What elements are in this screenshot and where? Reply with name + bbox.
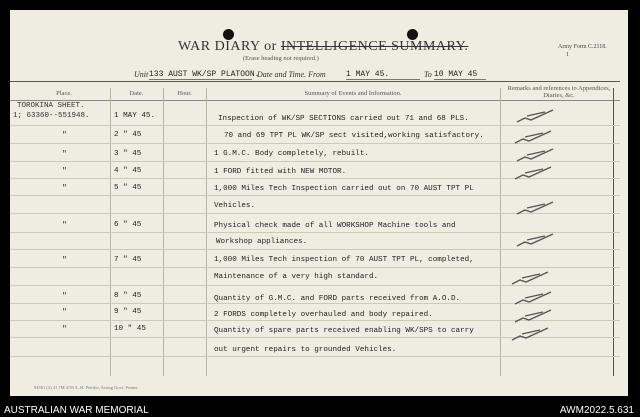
page-title [178, 39, 468, 55]
check-mark-icon [510, 326, 550, 344]
col-header-date: Date. [129, 90, 144, 97]
place-cell: " [62, 256, 67, 265]
check-mark-icon [513, 165, 553, 183]
summary-cell: Quantity of spare parts received enabling WK/SPS to carry [214, 327, 474, 335]
place-cell: " [62, 184, 67, 193]
date-cell: 2 " 45 [114, 131, 142, 139]
subtitle: (Erase heading not required.) [243, 55, 319, 62]
war-diary-page [10, 10, 628, 396]
row-rule [10, 356, 620, 357]
col-header-remarks: Remarks and references to Appendices, Diaries, &c. [507, 85, 611, 99]
title-text: WAR DIARY or [178, 39, 277, 54]
check-mark-icon [515, 232, 555, 250]
summary-cell: Workshop appliances. [216, 238, 308, 246]
date-cell: 3 " 45 [114, 150, 142, 158]
check-mark-icon [515, 147, 555, 165]
date-cell: 10 " 45 [114, 325, 146, 333]
check-mark-icon [513, 308, 553, 326]
date-cell: 4 " 45 [114, 167, 142, 175]
header-bottom-rule [10, 100, 620, 101]
summary-cell: 1 G.M.C. Body completely, rebuilt. [214, 150, 369, 158]
summary-cell: 1 FORD fitted with NEW MOTOR. [214, 168, 347, 176]
printer-imprint: 94501 (3) 41 7M 4/39 A. H. Pettifer, Acting Govt. Printer. [34, 385, 139, 390]
to-value: 10 MAY 45 [434, 70, 486, 80]
title-struck-text: INTELLIGENCE SUMMARY. [280, 39, 469, 54]
date-cell: 1 MAY 45. [114, 112, 156, 120]
col-header-place: Place. [56, 90, 72, 97]
summary-cell: Vehicles. [214, 202, 256, 210]
summary-cell: Maintenance of a very high standard. [214, 273, 379, 281]
place-cell: " [62, 221, 67, 230]
row-rule [10, 195, 620, 196]
place-cell: 1; 63360--551948. [13, 112, 90, 120]
summary-cell: 70 and 69 TPT PL WK/SP sect visited,working satisfactory. [224, 132, 484, 140]
place-cell: " [62, 292, 67, 301]
unit-value: 133 AUST WK/SP PLATOON. [149, 70, 260, 79]
check-mark-icon [515, 108, 555, 126]
summary-cell: Quantity of G.M.C. and FORD parts received from A.O.D. [214, 295, 461, 303]
check-mark-icon [515, 200, 555, 218]
place-cell: " [62, 308, 67, 317]
row-rule [10, 267, 620, 268]
place-cell: " [62, 131, 67, 140]
header-rule [10, 81, 620, 82]
form-number: Army Form C.2118. [558, 44, 607, 50]
date-cell: 7 " 45 [114, 256, 142, 264]
footer-source: AUSTRALIAN WAR MEMORIAL [4, 405, 149, 416]
summary-cell: out urgent repairs to grounded Vehicles. [214, 346, 397, 354]
col-header-summary: Summary of Events and Information. [304, 90, 402, 97]
from-value: 1 MAY 45. [346, 70, 420, 80]
check-mark-icon [510, 270, 550, 288]
date-cell: 5 " 45 [114, 184, 142, 192]
summary-cell: Physical check made of all WORKSHOP Machine tools and [214, 222, 456, 230]
check-mark-icon [513, 290, 553, 308]
col-header-hour: Hour. [177, 90, 192, 97]
check-mark-icon [513, 129, 553, 147]
place-cell: " [62, 167, 67, 176]
summary-cell: 2 FORDS completely overhauled and body repaired. [214, 311, 433, 319]
date-cell: 8 " 45 [114, 292, 142, 300]
date-label: Date and Time. From [257, 70, 326, 79]
footer-accession: AWM2022.5.631 [559, 405, 634, 416]
date-cell: 9 " 45 [114, 308, 142, 316]
unit-label: Unit [134, 70, 149, 79]
summary-cell: 1,000 Miles Tech inspection of 70 AUST TPT PL, completed, [214, 256, 474, 264]
summary-cell: 1,000 Miles Tech Inspection carried out on 70 AUST TPT PL [214, 185, 474, 193]
form-page: 1 [566, 52, 569, 58]
to-label: To [424, 70, 432, 79]
place-cell: " [62, 325, 67, 334]
date-cell: 6 " 45 [114, 221, 142, 229]
place-cell: " [62, 150, 67, 159]
summary-cell: Inspection of WK/SP SECTIONS carried out 71 and 68 PLS. [218, 115, 469, 123]
place-cell: TOROKINA SHEET. [17, 102, 85, 110]
